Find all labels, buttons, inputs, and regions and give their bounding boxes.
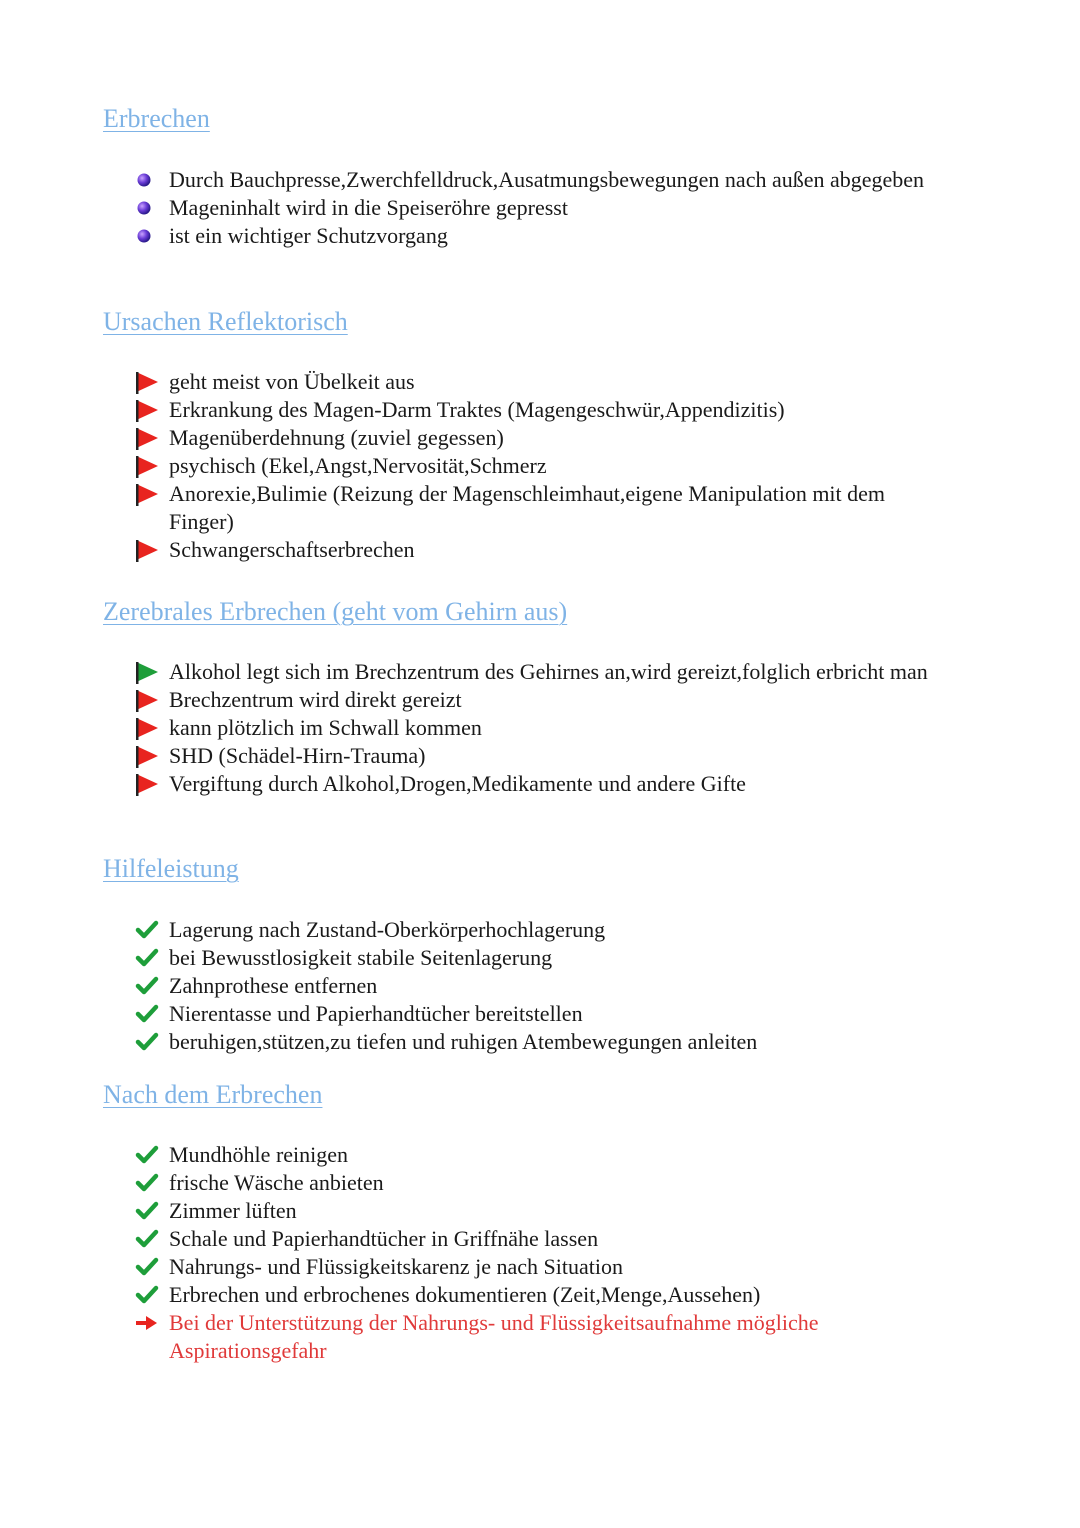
checkmark-icon bbox=[135, 920, 159, 940]
list-item bbox=[135, 536, 955, 564]
list-item bbox=[135, 222, 955, 250]
red-flag-icon bbox=[135, 372, 159, 392]
checkmark-icon bbox=[135, 976, 159, 996]
list-item bbox=[135, 194, 955, 222]
list-item-text: psychisch (Ekel,Angst,Nervosität,Schmerz bbox=[169, 453, 547, 478]
list-item bbox=[135, 944, 955, 972]
list-item bbox=[135, 714, 955, 742]
bullet-list-ursachen bbox=[135, 368, 955, 564]
checkmark-icon bbox=[135, 1032, 159, 1052]
checkmark-icon bbox=[135, 948, 159, 968]
list-item-text: beruhigen,stützen,zu tiefen und ruhigen Atembewegungen anleiten bbox=[169, 1029, 758, 1054]
list-item-text: Erkrankung des Magen-Darm Traktes (Magengeschwür,Appendizitis) bbox=[169, 397, 785, 422]
list-item-text: bei Bewusstlosigkeit stabile Seitenlagerung bbox=[169, 945, 553, 970]
list-item-text: Magenüberdehnung (zuviel gegessen) bbox=[169, 425, 504, 450]
list-item-text: kann plötzlich im Schwall kommen bbox=[169, 715, 482, 740]
ball-icon bbox=[135, 198, 159, 218]
list-item bbox=[135, 1197, 955, 1225]
section-heading-ursachen-reflektorisch: Ursachen Reflektorisch bbox=[103, 307, 348, 336]
checkmark-icon bbox=[135, 1285, 159, 1305]
list-item-text: Nahrungs- und Flüssigkeitskarenz je nach Situation bbox=[169, 1254, 623, 1279]
checkmark-icon bbox=[135, 1173, 159, 1193]
list-item bbox=[135, 424, 955, 452]
red-flag-icon bbox=[135, 456, 159, 476]
red-flag-icon bbox=[135, 400, 159, 420]
green-flag-icon bbox=[135, 662, 159, 682]
list-item bbox=[135, 1281, 955, 1309]
bullet-list-zerebrales bbox=[135, 658, 955, 798]
list-item bbox=[135, 686, 955, 714]
list-item-text: Anorexie,Bulimie (Reizung der Magenschleimhaut,eigene Manipulation mit dem Finger) bbox=[169, 481, 886, 534]
list-item-text: Nierentasse und Papierhandtücher bereitstellen bbox=[169, 1001, 583, 1026]
list-item bbox=[135, 770, 955, 798]
red-arrow-icon bbox=[135, 1313, 159, 1333]
list-item bbox=[135, 480, 955, 536]
list-item-text: SHD (Schädel-Hirn-Trauma) bbox=[169, 743, 426, 768]
list-item bbox=[135, 1141, 955, 1169]
red-flag-icon bbox=[135, 690, 159, 710]
list-item-text: Lagerung nach Zustand-Oberkörperhochlagerung bbox=[169, 917, 606, 942]
list-item-text: frische Wäsche anbieten bbox=[169, 1170, 384, 1195]
checkmark-icon bbox=[135, 1145, 159, 1165]
list-item bbox=[135, 972, 955, 1000]
checkmark-icon bbox=[135, 1229, 159, 1249]
checkmark-icon bbox=[135, 1004, 159, 1024]
list-item bbox=[135, 1028, 955, 1056]
list-item-text: Schwangerschaftserbrechen bbox=[169, 537, 415, 562]
red-flag-icon bbox=[135, 718, 159, 738]
section-heading-nach-dem-erbrechen: Nach dem Erbrechen bbox=[103, 1080, 323, 1109]
list-item-text: Zimmer lüften bbox=[169, 1198, 297, 1223]
list-item-text: Brechzentrum wird direkt gereizt bbox=[169, 687, 462, 712]
bullet-list-nach-dem-erbrechen bbox=[135, 1141, 955, 1365]
list-item bbox=[135, 742, 955, 770]
list-item-text: Mundhöhle reinigen bbox=[169, 1142, 349, 1167]
list-item-text: Erbrechen und erbrochenes dokumentieren (Zeit,Menge,Aussehen) bbox=[169, 1282, 761, 1307]
list-item-text: ist ein wichtiger Schutzvorgang bbox=[169, 223, 448, 248]
section-heading-hilfeleistung: Hilfeleistung bbox=[103, 854, 239, 883]
red-flag-icon bbox=[135, 746, 159, 766]
list-item-text: Schale und Papierhandtücher in Griffnähe lassen bbox=[169, 1226, 599, 1251]
bullet-list-hilfeleistung bbox=[135, 916, 955, 1056]
list-item-text: Mageninhalt wird in die Speiseröhre gepresst bbox=[169, 195, 568, 220]
list-item bbox=[135, 1225, 955, 1253]
list-item bbox=[135, 396, 955, 424]
warning-list-item bbox=[135, 1309, 955, 1365]
warning-text: Bei der Unterstützung der Nahrungs- und Flüssigkeitsaufnahme mögliche Aspirationsgefahr bbox=[169, 1310, 819, 1363]
list-item-text: geht meist von Übelkeit aus bbox=[169, 369, 415, 394]
red-flag-icon bbox=[135, 540, 159, 560]
list-item-text: Alkohol legt sich im Brechzentrum des Gehirnes an,wird gereizt,folglich erbricht man bbox=[169, 659, 928, 684]
section-heading-erbrechen: Erbrechen bbox=[103, 104, 210, 133]
list-item-text: Vergiftung durch Alkohol,Drogen,Medikamente und andere Gifte bbox=[169, 771, 746, 796]
list-item bbox=[135, 452, 955, 480]
red-flag-icon bbox=[135, 428, 159, 448]
section-heading-zerebrales-erbrechen: Zerebrales Erbrechen (geht vom Gehirn aus) bbox=[103, 597, 568, 626]
red-flag-icon bbox=[135, 774, 159, 794]
ball-icon bbox=[135, 170, 159, 190]
list-item bbox=[135, 1253, 955, 1281]
list-item bbox=[135, 1000, 955, 1028]
list-item bbox=[135, 658, 955, 686]
ball-icon bbox=[135, 226, 159, 246]
list-item bbox=[135, 1169, 955, 1197]
list-item-text: Zahnprothese entfernen bbox=[169, 973, 378, 998]
checkmark-icon bbox=[135, 1201, 159, 1221]
red-flag-icon bbox=[135, 484, 159, 504]
list-item bbox=[135, 166, 955, 194]
list-item bbox=[135, 368, 955, 396]
list-item bbox=[135, 916, 955, 944]
bullet-list-erbrechen bbox=[135, 166, 955, 250]
checkmark-icon bbox=[135, 1257, 159, 1277]
list-item-text: Durch Bauchpresse,Zwerchfelldruck,Ausatmungsbewegungen nach außen abgegeben bbox=[169, 167, 925, 192]
